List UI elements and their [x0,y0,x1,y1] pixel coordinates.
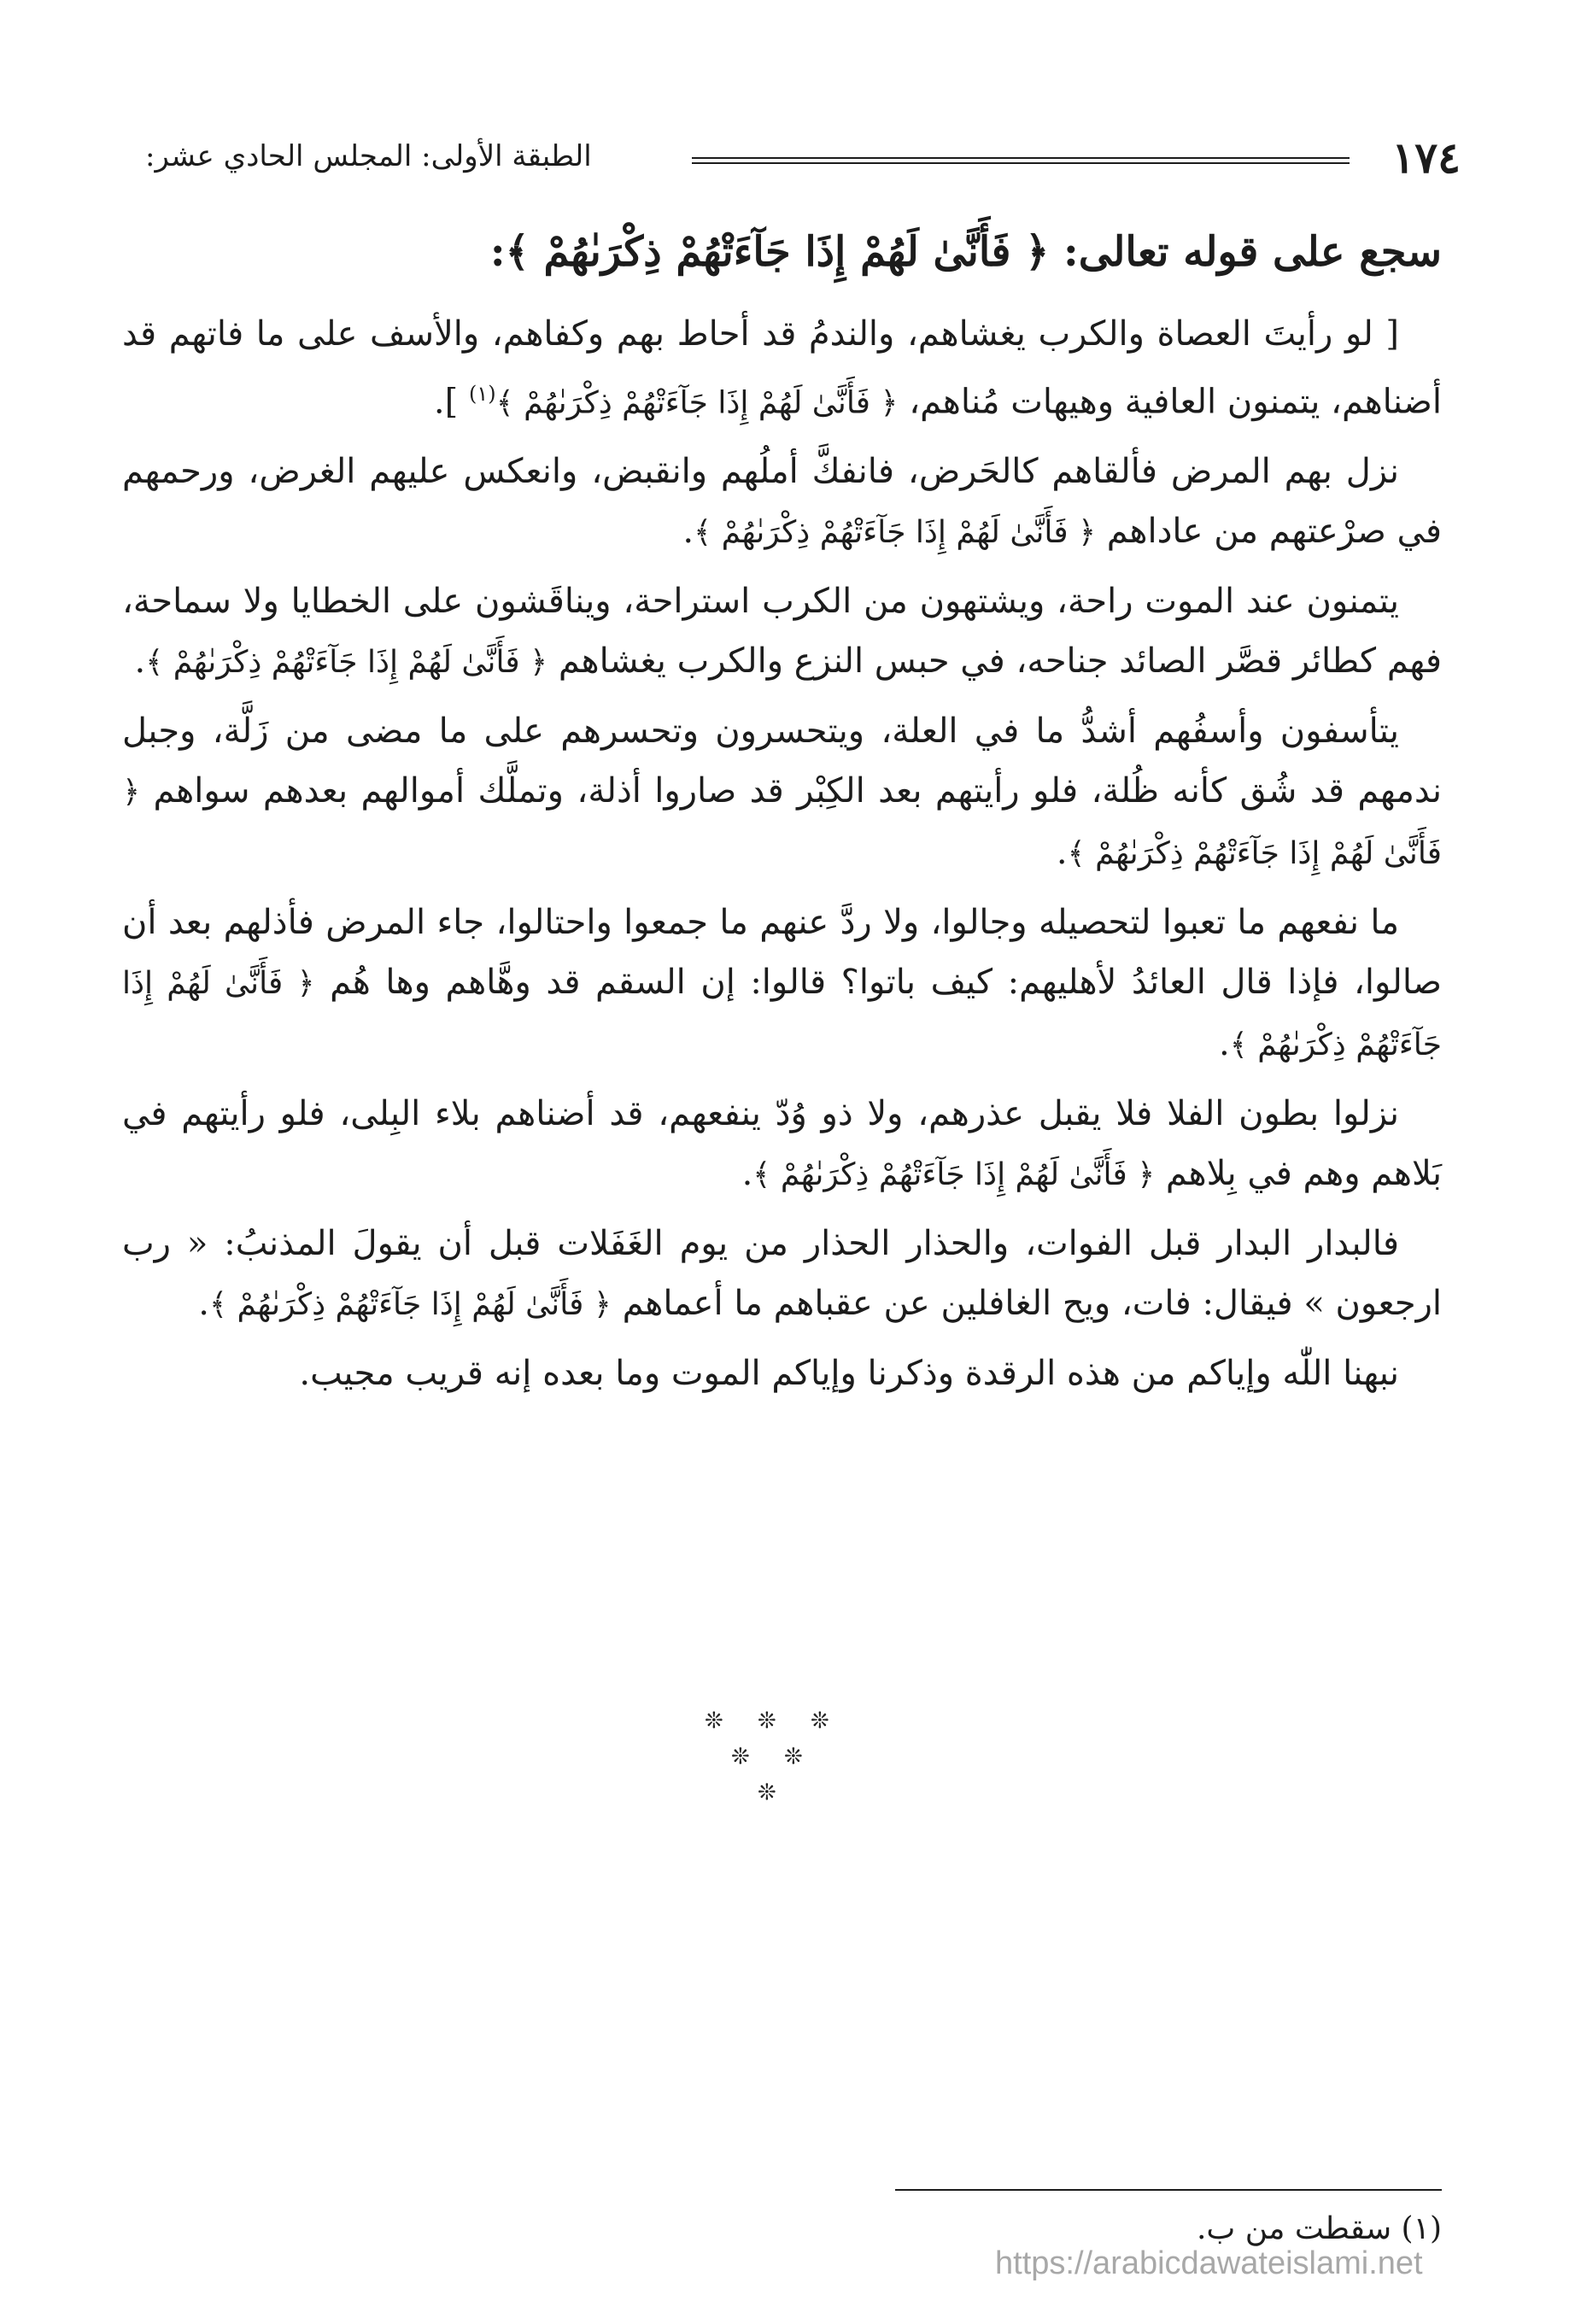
paragraph-text: يتأسفون وأسفُهم أشدُّ ما في العلة، ويتحسرون وتحسرهم على ما مضى من زَلَّة، وجبل ندمهم قد شُق كأنه ظُلة، فلو رأيتهم بعد الكِبْر قد صاروا أذلة، وتملَّك أموالهم بعدهم سواهم [122,711,1442,811]
paragraph [122,304,1442,433]
paragraph [122,1214,1442,1335]
star-ornament-icon: ❊ [758,1708,776,1734]
paragraph-text: ما نفعهم ما تعبوا لتحصيله وجالوا، ولا ردَّ عنهم ما جمعوا واحتالوا، جاء المرض فأذلهم بعد أن صالوا، فإذا قال العائدُ لأهليهم: كيف باتوا؟ قالوا: إن السقم قد وهَّاهم وها هُم [122,903,1443,1003]
paragraph [122,701,1442,884]
paragraph-end: . [741,1154,753,1194]
quran-quote: ﴿ فَأَنَّىٰ لَهُمْ إِذَا جَآءَتْهُمْ ذِكْرَىٰهُمْ ﴾ [208,1287,612,1323]
section-separator [705,1708,841,1828]
quran-quote: ﴿ فَأَنَّىٰ لَهُمْ إِذَا جَآءَتْهُمْ ذِكْرَىٰهُمْ ﴾ [145,645,548,681]
page-number: ١٧٤ [1391,132,1461,183]
star-ornament-icon: ❊ [758,1780,776,1806]
running-title: الطبقة الأولى: المجلس الحادي عشر: [145,139,592,173]
quran-quote: ﴿ فَأَنَّىٰ لَهُمْ إِذَا جَآءَتْهُمْ ذِكْرَىٰهُمْ ﴾ [752,1157,1156,1193]
paragraph-end: . [682,512,694,552]
page-header [145,128,1461,188]
star-ornament-icon: ❊ [784,1744,803,1770]
watermark-url: https://arabicdawateislami.net [995,2245,1423,2281]
footnote-ref[interactable]: (١) [468,382,496,406]
paragraph [122,893,1442,1075]
paragraph [122,571,1442,693]
paragraph-text: [ لو رأيتَ العصاة والكرب يغشاهم، والندمُ قد أحاط بهم وكفاهم، والأسف على ما فاتهم قد أضناهم، يتمنون العافية وهيهات مُناهم، [122,314,1442,422]
paragraph [122,1343,1442,1403]
quran-quote: ﴿ فَأَنَّىٰ لَهُمْ إِذَا جَآءَتْهُمْ ذِكْرَىٰهُمْ ﴾ [122,775,1442,872]
quran-quote: ﴿ فَأَنَّىٰ لَهُمْ إِذَا جَآءَتْهُمْ ذِكْرَىٰهُمْ ﴾ [694,515,1097,551]
section-heading: سجع على قوله تعالى: ﴿ فَأَنَّىٰ لَهُمْ إِذَا جَآءَتْهُمْ ذِكْرَىٰهُمْ ﴾: [489,228,1442,276]
paragraph-text: نبهنا اللّٰه وإياكم من هذه الرقدة وذكرنا وإياكم الموت وما بعده إنه قريب مجيب. [299,1354,1399,1394]
footnote: (١) سقطت من ب. [1196,2211,1442,2246]
paragraph-end: . [198,1284,209,1324]
star-ornament-icon: ❊ [731,1744,750,1770]
paragraph-text: يتمنون عند الموت راحة، ويشتهون من الكرب استراحة، ويناقَشون على الخطايا ولا سماحة، فهم كطائر قصَّر الصائد جناحه، في حبس النزع والكرب يغشاهم [122,582,1442,682]
paragraph-end: . [1056,833,1068,873]
paragraph-text: فالبدار البدار قبل الفوات، والحذار الحذار من يوم الغَفَلات قبل أن يقولَ المذنبُ: « رب ارجعون » فيقال: فات، ويح الغافلين عن عقباهم ما أعماهم [122,1224,1442,1324]
quran-quote: ﴿ فَأَنَّىٰ لَهُمْ إِذَا جَآءَتْهُمْ ذِكْرَىٰهُمْ ﴾ [495,385,899,421]
paragraph-text: نزلوا بطون الفلا فلا يقبل عذرهم، ولا ذو وُدّ ينفعهم، قد أضناهم بلاء البِلى، فلو رأيتهم في بَلاهم وهم في بِلاهم [122,1094,1442,1194]
header-double-rule [692,157,1350,164]
body-text [122,304,1442,1412]
paragraph-end: . [1218,1024,1230,1064]
paragraph-text: نزل بهم المرض فألقاهم كالحَرض، فانفكَّ أملُهم وانقبض، وانعكس عليهم الغرض، ورحمهم في صرْعتهم من عاداهم [122,452,1442,552]
paragraph-end: . [134,641,146,682]
footnote-divider [895,2189,1442,2191]
paragraph [122,442,1442,563]
paragraph [122,1084,1442,1205]
paragraph-end: ]. [433,382,469,422]
quran-quote: ﴿ فَأَنَّىٰ لَهُمْ إِذَا جَآءَتْهُمْ ذِكْرَىٰهُمْ ﴾ [122,966,1442,1063]
star-ornament-icon: ❊ [705,1708,723,1734]
star-ornament-icon: ❊ [811,1708,829,1734]
